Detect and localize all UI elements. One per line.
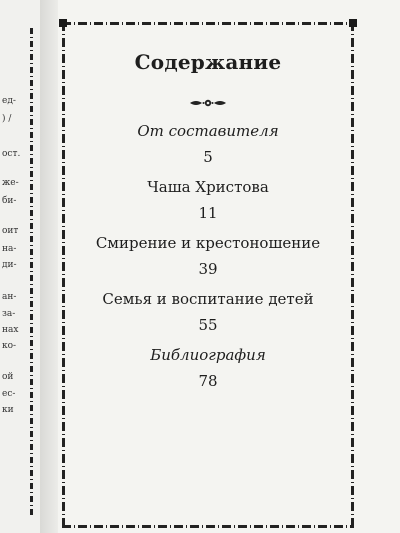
entry-page-number: 5	[203, 148, 213, 166]
entry-title: От составителя	[137, 122, 279, 140]
left-page-fragment: ой	[2, 372, 14, 382]
left-page-fragment: ди-	[2, 260, 17, 270]
contents-entry[interactable]	[62, 346, 354, 390]
floral-ornament-icon	[188, 98, 228, 108]
left-page-fragment: нах	[2, 325, 19, 335]
left-page-fragment: на-	[2, 244, 17, 254]
book-gutter	[40, 0, 58, 533]
left-page-frame-border	[30, 28, 33, 518]
left-page-fragment: ко-	[2, 341, 17, 351]
frame-bottom-edge	[62, 525, 354, 528]
table-of-contents	[62, 22, 354, 390]
left-page-fragment: ед-	[2, 96, 16, 106]
left-page-fragment: за-	[2, 309, 16, 319]
entry-page-number: 39	[198, 260, 218, 278]
entry-title: Смирение и крестоношение	[95, 234, 321, 252]
entry-title: Семья и воспитание детей	[102, 290, 314, 308]
contents-entry[interactable]	[62, 234, 354, 278]
left-page-fragment: би-	[2, 196, 17, 206]
contents-title: Содержание	[134, 50, 282, 74]
entry-page-number: 11	[198, 204, 218, 222]
left-page-fragment: оит	[2, 226, 19, 236]
left-page	[0, 0, 41, 533]
left-page-fragment: ан-	[2, 292, 17, 302]
left-page-fragment: ес-	[2, 389, 16, 399]
left-page-fragment: ) /	[2, 114, 12, 124]
contents-entries	[62, 122, 354, 390]
left-page-fragment: же-	[2, 178, 19, 188]
entry-page-number: 55	[198, 316, 218, 334]
contents-entry[interactable]	[62, 122, 354, 166]
contents-entry[interactable]	[62, 290, 354, 334]
contents-entry[interactable]	[62, 178, 354, 222]
entry-title: Библиография	[150, 346, 266, 364]
entry-title: Чаша Христова	[147, 178, 269, 196]
left-page-fragment: ост.	[2, 149, 21, 159]
entry-page-number: 78	[198, 372, 218, 390]
left-page-fragment: ки	[2, 405, 14, 415]
